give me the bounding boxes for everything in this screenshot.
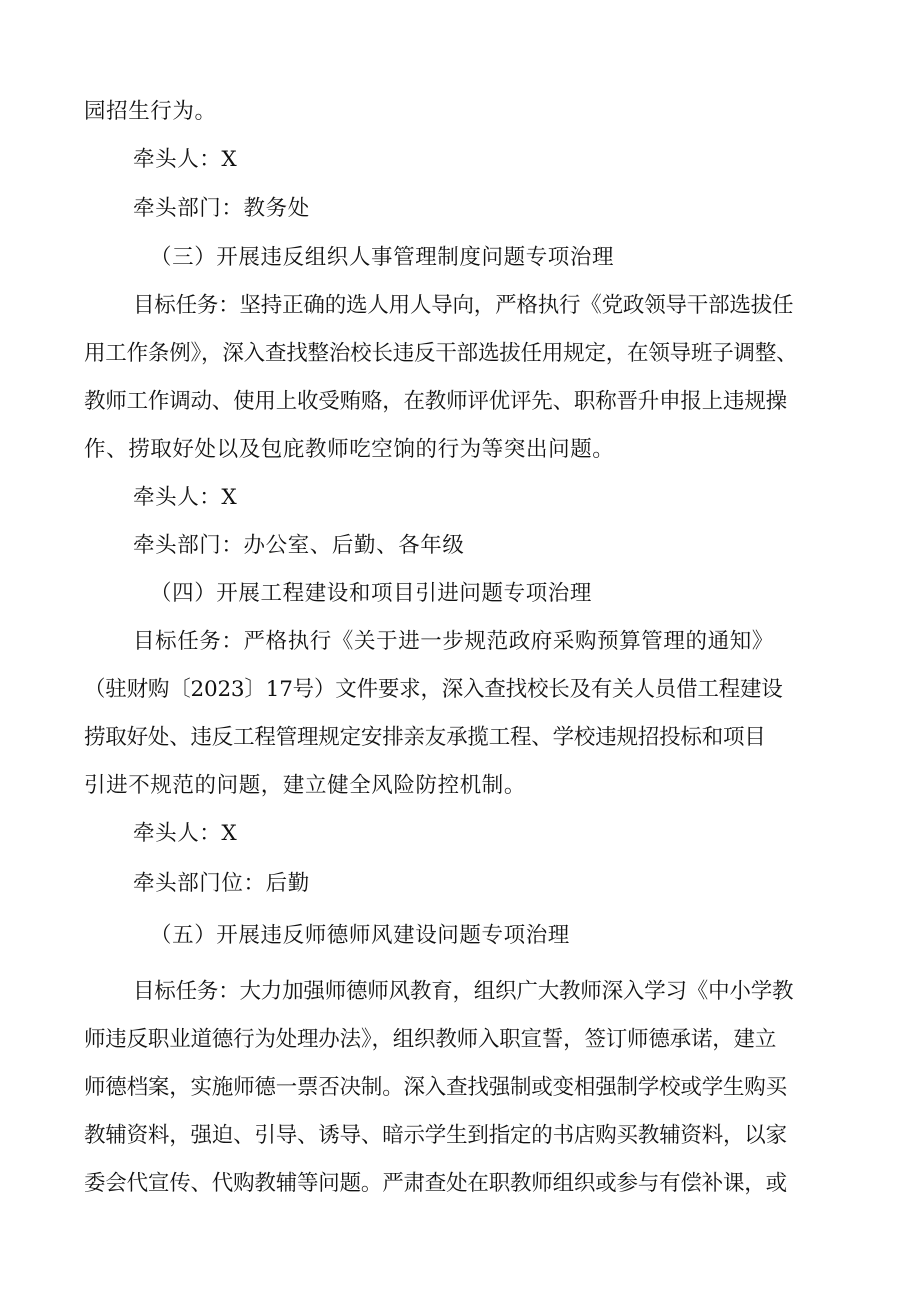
paragraph-line-19: 目标任务：大力加强师德师风教育，组织广大教师深入学习《中小学教 [133,979,794,1004]
paragraph-line-23: 委会代宣传、代购教辅等问题。严肃查处在职教师组织或参与有偿补课，或 [84,1171,787,1196]
paragraph-line-10: 牵头部门：办公室、后勤、各年级 [133,533,465,558]
paragraph-line-20: 师违反职业道德行为处理办法》，组织教师入职宣誓，签订师德承诺，建立 [84,1027,777,1052]
paragraph-line-2: 牵头人：X [133,147,238,172]
section-heading-5: （五）开展违反师德师风建设问题专项治理 [150,923,570,948]
paragraph-line-8: 作、捞取好处以及包庇教师吃空饷的行为等突出问题。 [84,437,615,462]
section-heading-4: （四）开展工程建设和项目引进问题专项治理 [150,581,593,606]
section-heading-3: （三）开展违反组织人事管理制度问题专项治理 [150,245,615,270]
paragraph-line-21: 师德档案，实施师德一票否决制。深入查找强制或变相强制学校或学生购买 [84,1075,787,1100]
paragraph-line-7: 教师工作调动、使用上收受贿赂，在教师评优评先、职称晋升申报上违规操 [84,389,787,414]
paragraph-line-17: 牵头部门位：后勤 [133,871,310,896]
paragraph-line-16: 牵头人：X [133,821,238,846]
paragraph-line-3: 牵头部门：教务处 [133,196,310,221]
paragraph-line-12: 目标任务：严格执行《关于进一步规范政府采购预算管理的通知》 [133,629,774,654]
paragraph-line-15: 引进不规范的问题，建立健全风险防控机制。 [84,773,527,798]
paragraph-line-1: 园招生行为。 [84,99,217,124]
paragraph-line-13: （驻财购〔2023〕17号）文件要求，深入查找校长及有关人员借工程建设 [84,677,783,702]
paragraph-line-5: 目标任务：坚持正确的选人用人导向，严格执行《党政领导干部选拔任 [133,293,794,318]
paragraph-line-14: 捞取好处、违反工程管理规定安排亲友承揽工程、学校违规招投标和项目 [84,725,766,750]
paragraph-line-22: 教辅资料，强迫、引导、诱导、暗示学生到指定的书店购买教辅资料，以家 [84,1123,787,1148]
paragraph-line-6: 用工作条例》，深入查找整治校长违反干部选拔任用规定，在领导班子调整、 [84,341,798,366]
paragraph-line-9: 牵头人：X [133,485,238,510]
